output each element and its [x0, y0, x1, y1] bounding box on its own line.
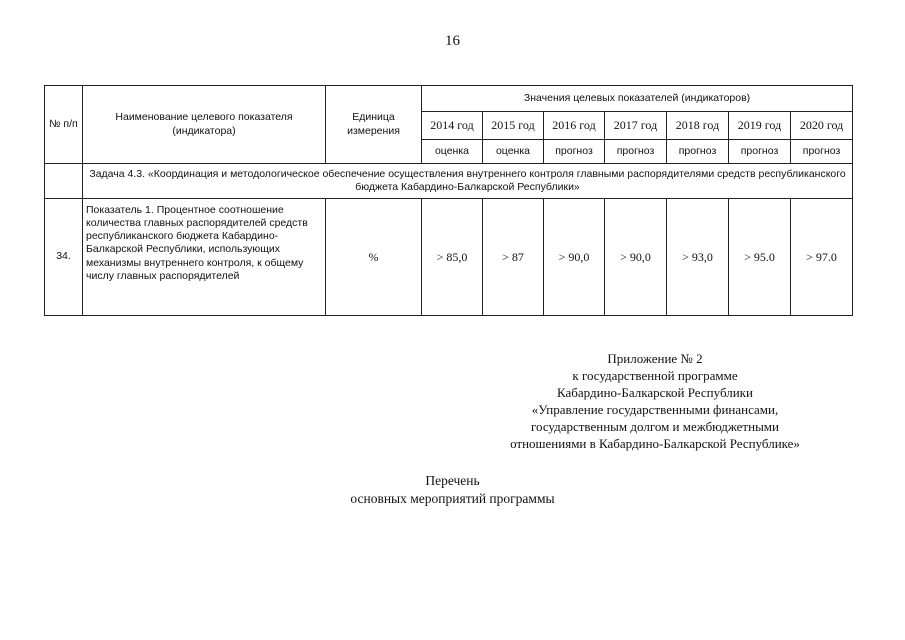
header-value-type: оценка [483, 140, 544, 164]
header-year: 2014 год [422, 112, 483, 140]
list-title [0, 472, 905, 508]
appendix-line: «Управление государственными финансами, [531, 402, 779, 417]
row-value: > 90,0 [544, 199, 605, 316]
row-indicator-name: Показатель 1. Процентное соотношение количества главных распорядителей средств республиканского бюджета Кабардино-Балкарской Республики, использующих механизмы внутреннего контроля, к общему числу главных распорядителей [83, 199, 326, 316]
appendix-line: отношениями в Кабардино-Балкарской Республике» [510, 436, 800, 451]
header-value-type: прогноз [791, 140, 853, 164]
appendix-heading [480, 350, 830, 452]
page-number: 16 [445, 33, 460, 49]
appendix-line: Приложение № 2 [607, 351, 703, 366]
header-year: 2015 год [483, 112, 544, 140]
header-unit: Единица измерения [326, 86, 422, 164]
row-value: > 85,0 [422, 199, 483, 316]
list-title-line: Перечень [425, 473, 480, 488]
header-values-group: Значения целевых показателей (индикаторов) [422, 86, 853, 112]
header-value-type: прогноз [729, 140, 791, 164]
appendix-line: государственным долгом и межбюджетными [530, 419, 779, 434]
header-value-type: прогноз [605, 140, 667, 164]
header-year: 2020 год [791, 112, 853, 140]
row-unit: % [326, 199, 422, 316]
header-name: Наименование целевого показателя (индикатора) [83, 86, 326, 164]
task-row: Задача 4.3. «Координация и методологическое обеспечение осуществления внутреннего контроля главными распорядителями средств республиканского бюджета Кабардино-Балкарской Республики» [83, 164, 853, 199]
row-value: > 97.0 [791, 199, 853, 316]
task-num-cell [45, 164, 83, 199]
row-value: > 90,0 [605, 199, 667, 316]
header-year: 2016 год [544, 112, 605, 140]
row-value: > 95.0 [729, 199, 791, 316]
row-num: 34. [45, 199, 83, 316]
row-value: > 93,0 [667, 199, 729, 316]
appendix-line: Кабардино-Балкарской Республики [557, 385, 753, 400]
row-value: > 87 [483, 199, 544, 316]
header-num: № п/п [45, 86, 83, 164]
header-value-type: прогноз [667, 140, 729, 164]
list-title-line: основных мероприятий программы [350, 491, 555, 506]
header-value-type: прогноз [544, 140, 605, 164]
header-value-type: оценка [422, 140, 483, 164]
indicators-table [44, 85, 853, 316]
header-year: 2019 год [729, 112, 791, 140]
header-year: 2018 год [667, 112, 729, 140]
header-year: 2017 год [605, 112, 667, 140]
table-row [45, 199, 853, 316]
appendix-line: к государственной программе [572, 368, 738, 383]
